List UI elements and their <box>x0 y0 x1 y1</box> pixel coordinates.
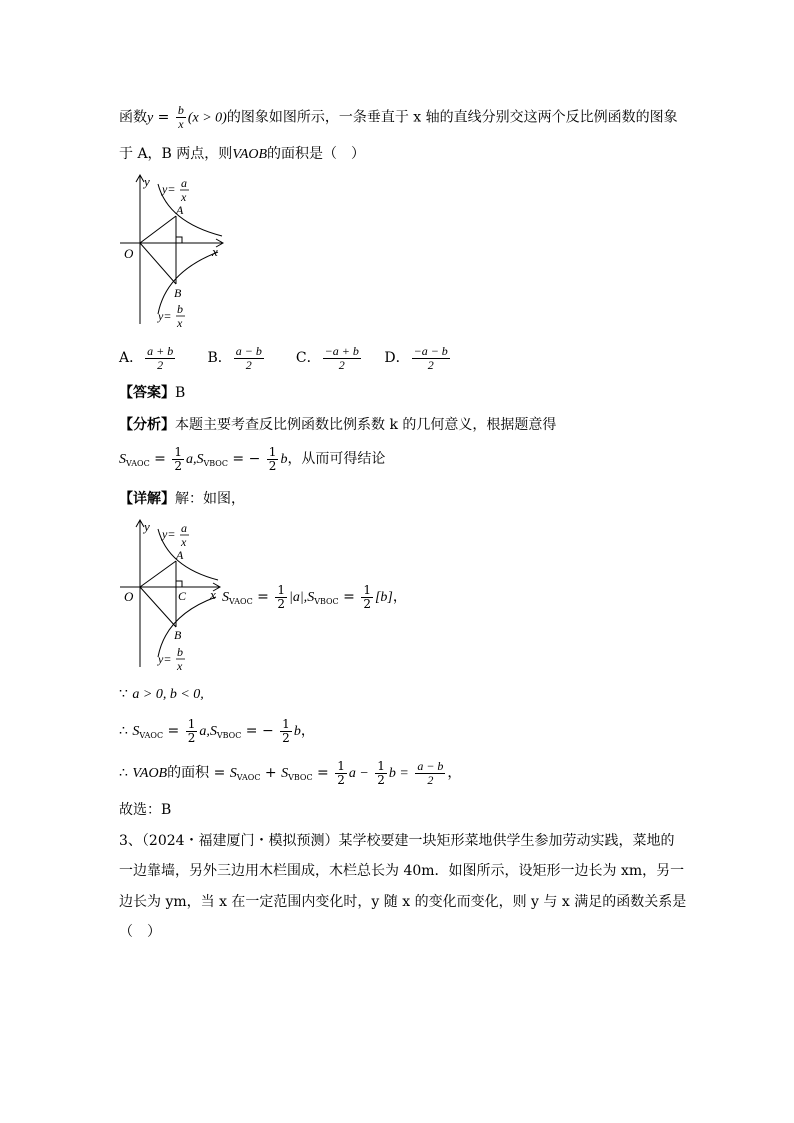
frac-num: a − b <box>417 758 444 773</box>
text: 函数 <box>119 109 147 126</box>
frac-den: 2 <box>174 458 182 473</box>
text: （ ） <box>119 924 161 940</box>
curve-label-top-num: a <box>181 176 187 190</box>
math-sub: VBOC <box>288 773 313 782</box>
text: 的面积是（ ） <box>267 146 366 162</box>
label-x: x <box>212 244 218 259</box>
curve-label-bottom-num: b <box>177 645 183 659</box>
choose-line <box>119 800 171 820</box>
label-C: C <box>178 589 187 603</box>
math-eq: = − <box>245 723 274 739</box>
label-A: A <box>176 548 184 562</box>
text: 的图象如图所示，一条垂直于 x 轴的直线分别交这两个反比例函数的图象 <box>226 109 678 126</box>
label-y: y <box>144 519 150 534</box>
text: ，从而可得结论 <box>287 451 386 467</box>
detail-line <box>119 489 245 509</box>
label-B: B <box>174 628 182 642</box>
fraction-half <box>280 718 292 745</box>
math-b: b <box>280 452 288 467</box>
text: 一边靠墙，另外三边用木栏围成，木栏总长为 40m．如图所示，设矩形一边长为 xm，另一 <box>119 863 685 879</box>
frac-num: b <box>177 103 184 117</box>
math-eq: = <box>157 109 170 126</box>
label-O: O <box>124 246 134 261</box>
frac-den: 2 <box>337 772 345 787</box>
answer-tag: 【答案】 <box>119 385 175 401</box>
frac-den: x <box>178 117 184 131</box>
math-s: S <box>281 766 289 781</box>
math-abs-b: [b] <box>374 590 393 605</box>
math-a: a, <box>185 452 197 467</box>
option-label: B． <box>207 350 232 366</box>
math-eq: = <box>257 589 269 605</box>
question-line-2 <box>119 144 365 165</box>
frac-den: 2 <box>268 458 277 473</box>
math-sub: VBOC <box>314 597 339 606</box>
curve-label-bottom: y= <box>158 652 172 666</box>
text: 的面积 <box>167 765 210 781</box>
text: 于 A，B 两点，则 <box>119 146 233 162</box>
math-eq: = <box>317 765 329 781</box>
math-sub: VBOC <box>203 459 228 468</box>
text: ， <box>300 723 315 739</box>
math-eq: = <box>213 765 226 781</box>
since-symbol: ∵ <box>119 686 128 702</box>
option-b <box>207 344 291 372</box>
math-s: S <box>222 590 229 605</box>
frac-num: 1 <box>363 582 371 597</box>
detail-figure-formula <box>222 582 407 617</box>
math-a: a, <box>199 724 210 739</box>
therefore-symbol: ∴ <box>119 723 128 739</box>
option-d <box>384 344 451 372</box>
therefore-line-2 <box>119 758 461 793</box>
math-sub: VAOC <box>229 597 253 606</box>
math-s: S <box>307 590 315 605</box>
since-expr: a > 0, b < 0, <box>132 687 204 702</box>
detail-text: 解：如图， <box>175 491 245 507</box>
analysis-line <box>119 415 556 435</box>
math-abs-a: |a|, <box>288 590 308 605</box>
frac-num: 1 <box>337 758 345 773</box>
frac-den: 2 <box>157 357 164 372</box>
curve-label-top: y= <box>162 527 176 541</box>
label-y: y <box>144 174 150 189</box>
math-eq: = <box>167 723 180 739</box>
frac-num: 1 <box>187 716 196 731</box>
math-plus: + <box>264 765 277 781</box>
text: ， <box>447 765 462 781</box>
option-a <box>119 344 203 372</box>
label-x: x <box>210 587 216 602</box>
frac-den: 2 <box>427 772 434 787</box>
q3-line-3 <box>119 892 686 912</box>
curve-label-bottom-den: x <box>177 316 183 330</box>
math-y: y <box>147 110 154 126</box>
frac-num: a − b <box>235 343 262 358</box>
analysis-formula <box>119 444 385 479</box>
option-fraction <box>412 345 450 372</box>
fraction-result <box>415 760 445 787</box>
curve-label-bottom-den: x <box>177 659 183 673</box>
math-condition: (x > 0) <box>187 110 227 126</box>
choose-text: 故选：B <box>119 802 172 818</box>
option-c <box>296 344 380 372</box>
math-eq: = − <box>232 451 261 467</box>
math-b: b <box>293 724 301 739</box>
frac-num: −a − b <box>413 343 448 358</box>
fraction-half <box>275 584 287 611</box>
math-s: S <box>229 766 237 781</box>
option-fraction <box>234 345 264 372</box>
answer-value: B <box>175 385 186 401</box>
question-line-1 <box>119 104 678 131</box>
fraction-b-over-x <box>176 104 186 131</box>
frac-den: 2 <box>427 357 434 372</box>
label-O: O <box>124 589 134 604</box>
analysis-text: 本题主要考查反比例函数比例系数 k 的几何意义，根据题意得 <box>175 417 557 433</box>
option-label: C． <box>295 350 321 366</box>
fraction-half <box>375 760 387 787</box>
math-triangle: VAOB <box>132 766 168 781</box>
figure-1 <box>118 172 233 330</box>
frac-num: 1 <box>277 582 285 597</box>
option-label: D． <box>384 350 410 366</box>
frac-den: 2 <box>377 772 385 787</box>
math-s: S <box>209 724 217 739</box>
math-a: a − <box>348 766 369 781</box>
frac-den: 2 <box>187 730 196 745</box>
analysis-tag: 【分析】 <box>119 417 175 433</box>
curve-label-top-den: x <box>181 190 187 204</box>
math-sub: VBOC <box>216 731 242 740</box>
answer-line <box>119 383 185 403</box>
frac-num: 1 <box>282 716 290 731</box>
frac-num: −a + b <box>324 343 359 358</box>
math-sub: VAOC <box>126 459 150 468</box>
math-eq: = <box>154 451 166 467</box>
frac-num: 1 <box>268 444 277 459</box>
math-s: S <box>196 452 204 467</box>
therefore-symbol: ∴ <box>119 765 128 781</box>
curve-label-bottom: y= <box>158 309 172 323</box>
label-B: B <box>174 286 182 300</box>
math-sub: VAOC <box>139 731 164 740</box>
frac-num: 1 <box>377 758 385 773</box>
fraction-half <box>172 446 184 473</box>
math-b: b = <box>388 766 409 781</box>
frac-num: 1 <box>174 444 182 459</box>
math-s: S <box>119 452 126 467</box>
frac-den: 2 <box>245 357 252 372</box>
option-label: A． <box>119 350 144 366</box>
frac-den: 2 <box>363 596 371 611</box>
math-sub: VAOC <box>236 773 261 782</box>
frac-den: 2 <box>277 596 285 611</box>
fraction-half <box>335 760 347 787</box>
q3-line-2 <box>119 861 684 881</box>
fraction-half <box>186 718 198 745</box>
math-triangle: VAOB <box>232 147 268 162</box>
therefore-line-1 <box>119 716 315 751</box>
text: 3、（2024・福建厦门・模拟预测）某学校要建一块矩形菜地供学生参加劳动实践，菜地的 <box>119 833 675 849</box>
detail-tag: 【详解】 <box>119 491 175 507</box>
options-row <box>119 344 452 372</box>
curve-label-top-num: a <box>181 521 187 535</box>
text: 边长为 ym，当 x 在一定范围内变化时，y 随 x 的变化而变化，则 y 与 x 满足的函数关系是 <box>119 894 687 910</box>
frac-num: a + b <box>147 343 174 358</box>
text: ， <box>392 589 407 605</box>
q3-line-4 <box>119 922 161 942</box>
frac-den: 2 <box>282 730 290 745</box>
frac-den: 2 <box>338 357 345 372</box>
fraction-half <box>361 584 373 611</box>
curve-label-top-den: x <box>181 535 187 549</box>
math-eq: = <box>343 589 355 605</box>
since-line <box>119 684 204 705</box>
label-A: A <box>176 203 184 217</box>
q3-line-1 <box>119 831 675 851</box>
option-fraction <box>145 345 175 372</box>
curve-label-top: y= <box>162 182 176 196</box>
curve-label-bottom-num: b <box>177 302 183 316</box>
figure-2 <box>118 517 233 675</box>
fraction-half <box>267 446 279 473</box>
math-s: S <box>132 724 140 739</box>
option-fraction <box>323 345 361 372</box>
